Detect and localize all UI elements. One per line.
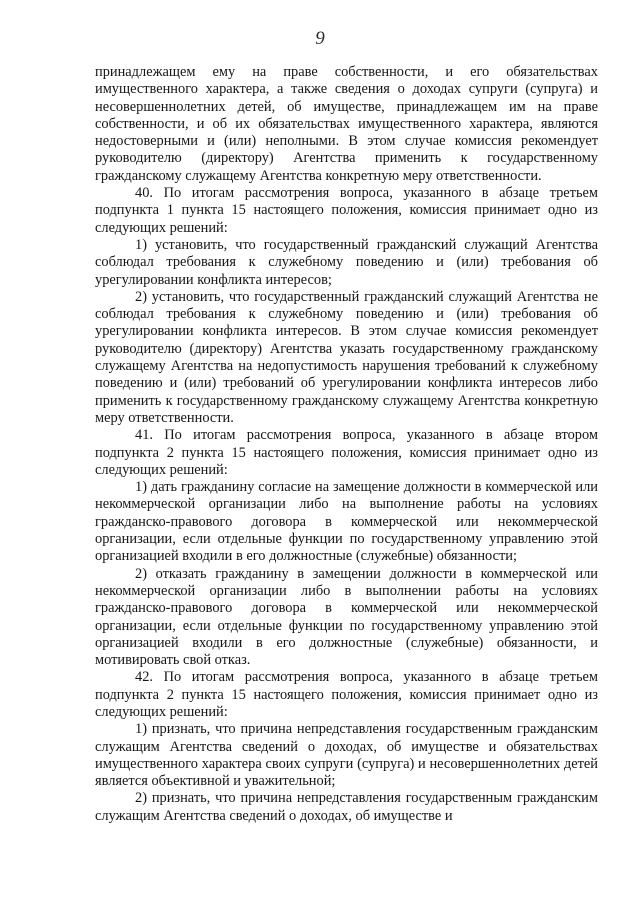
paragraph-item-40: 40. По итогам рассмотрения вопроса, указанного в абзаце третьем подпункта 1 пункта 15 настоящего положения, комиссия принимает одно из следующих решений: <box>95 185 598 236</box>
paragraph-item-40-2: 2) установить, что государственный гражданский служащий Агентства не соблюдал требования к служебному поведению и (или) требования об урегулировании конфликта интересов. В этом случае комиссия рекомендует руководителю (директору) Агентства указать государственному гражданскому служащему Агентства на недопустимость нарушения требований к служебному поведению и (или) требований об урегулировании конфликта интересов либо применить к государственному гражданскому служащему Агентства конкретную меру ответственности. <box>95 288 598 426</box>
paragraph-item-41: 41. По итогам рассмотрения вопроса, указанного в абзаце втором подпункта 2 пункта 15 настоящего положения, комиссия принимает одно из следующих решений: <box>95 427 598 478</box>
paragraph-item-41-2: 2) отказать гражданину в замещении должности в коммерческой или некоммерческой организации либо в выполнении работы на условиях гражданско-правового договора в коммерческой или некоммерческой организации, если отдельные функции по государственному управлению этой организацией входили в его должностные (служебные) обязанности, и мотивировать свой отказ. <box>95 565 598 669</box>
paragraph-item-41-1: 1) дать гражданину согласие на замещение должности в коммерческой или некоммерческой организации либо на выполнение работы на условиях гражданско-правового договора в коммерческой или некоммерческой организации, если отдельные функции по государственному управлению этой организацией входили в его должностные (служебные) обязанности; <box>95 479 598 565</box>
paragraph-item-40-1: 1) установить, что государственный гражданский служащий Агентства соблюдал требования к служебному поведению и (или) требования об урегулировании конфликта интересов; <box>95 236 598 288</box>
paragraph-item-42-2: 2) признать, что причина непредставления государственным гражданским служащим Агентства сведений о доходах, об имуществе и <box>95 790 598 824</box>
document-body <box>95 64 598 825</box>
paragraph-item-42: 42. По итогам рассмотрения вопроса, указанного в абзаце третьем подпункта 2 пункта 15 настоящего положения, комиссия принимает одно из следующих решений: <box>95 669 598 720</box>
paragraph-continuation: принадлежащем ему на праве собственности, и его обязательствах имущественного характера, а также сведения о доходах супруги (супруга) и несовершеннолетних детей, об имуществе, принадлежащем им на праве собственности, и об их обязательствах имущественного характера, являются недостоверными и (или) неполными. В этом случае комиссия рекомендует руководителю (директору) Агентства применить к государственному гражданскому служащему Агентства конкретную меру ответственности. <box>95 64 598 184</box>
paragraph-item-42-1: 1) признать, что причина непредставления государственным гражданским служащим Агентства сведений о доходах, об имуществе и обязательствах имущественного характера своих супруги (супруга) и несовершеннолетних детей является объективной и уважительной; <box>95 721 598 790</box>
page-number: 9 <box>315 28 325 49</box>
